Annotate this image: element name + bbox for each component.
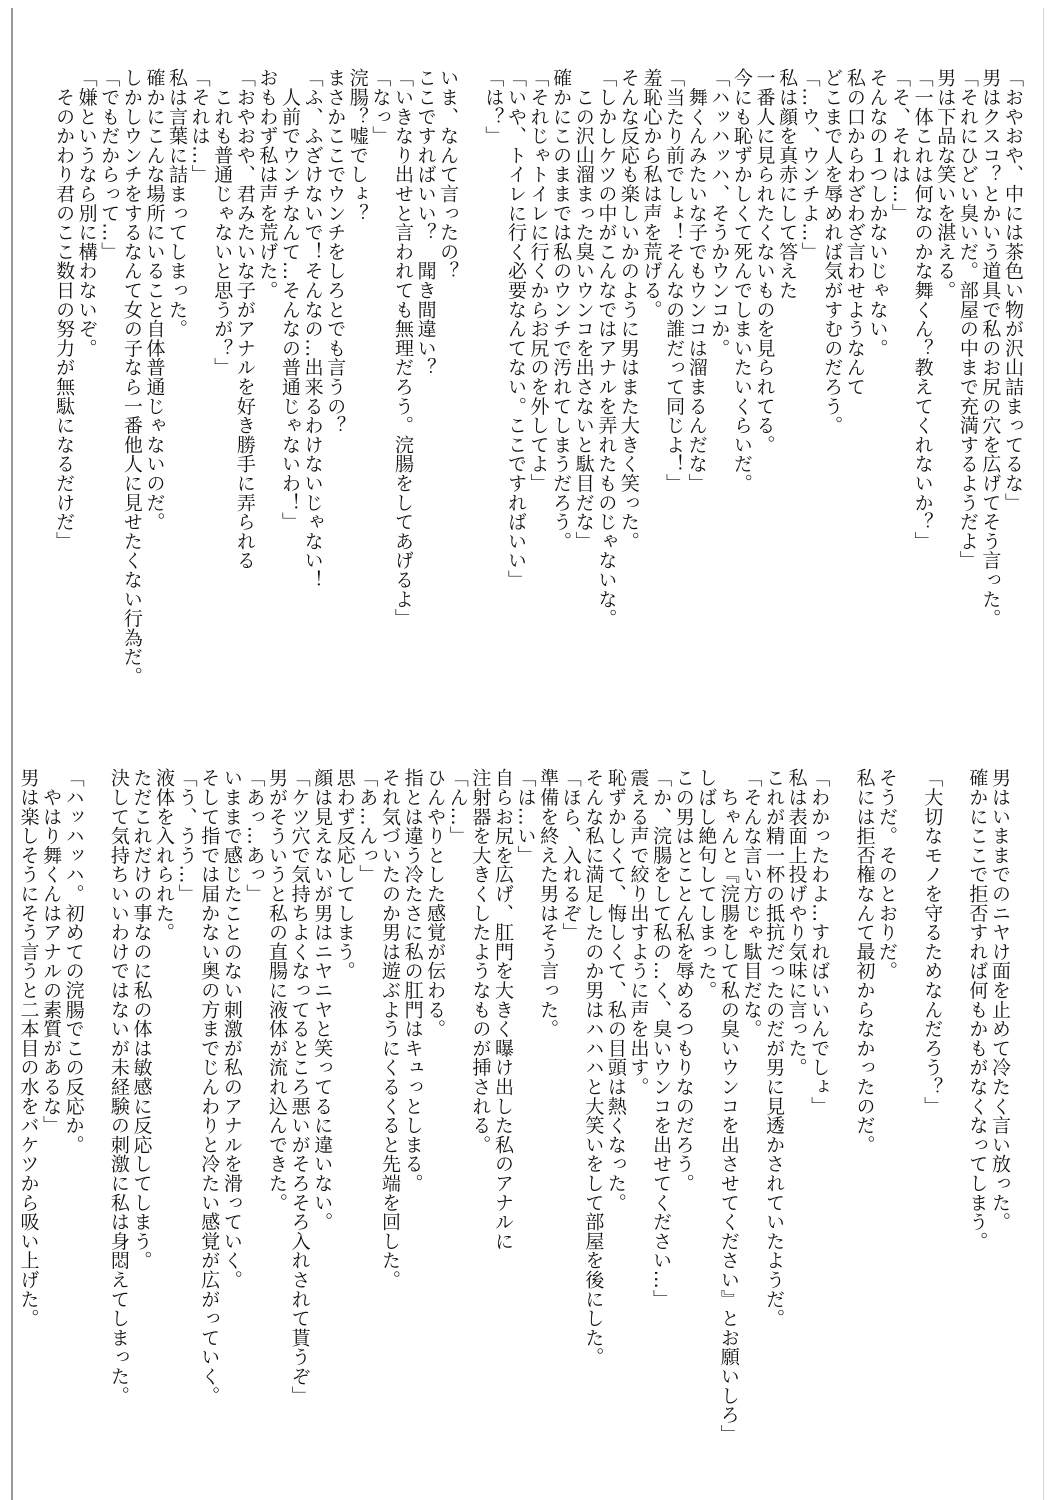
text-column: 「は？」: [482, 68, 505, 146]
text-column: この沢山溜まった臭いウンコを出さないと駄目だな」: [572, 68, 595, 551]
text-column: 「一体これは何なのかな舞くん？教えてくれないか？」: [911, 68, 934, 551]
text-column: [943, 768, 966, 1444]
text-column: いま、なんて言ったの？: [437, 68, 460, 281]
text-column: 「それにひどい臭いだ。部屋の中まで充満するようだよ」: [956, 68, 979, 570]
text-column: しかしウンチをするなんて女の子なら一番他人に見せたくない行為だ。: [120, 68, 143, 686]
text-column: 指とは違う冷たさに私の肛門はキュっとしまる。: [401, 768, 424, 1193]
text-column: 男は下品な笑いを湛える。: [934, 68, 957, 300]
text-column: 「いきなり出せと言われても無理だろう。浣腸をしてあげるよ」: [391, 68, 414, 628]
text-column: やはり舞くんはアナルの素質があるな」: [40, 768, 63, 1135]
text-column: それ気づいたのか男は遊ぶようにくるくると先端を回した。: [378, 768, 401, 1290]
text-column: 「ケツ穴で気持ちよくなってるところ悪いがそろそろ入れされて貰うぞ」: [288, 768, 311, 1405]
text-column: 「しかしケツの中がこんなではアナルを弄れたものじゃないな。: [595, 68, 618, 628]
text-column: そのかわり君のここ数日の努力が無駄になるだけだ」: [53, 68, 76, 551]
text-column: 男は楽しそうにそう言うと二本目の水をバケツから吸い上げた。: [17, 768, 40, 1328]
text-column: そうだ。そのとおりだ。: [876, 768, 899, 981]
text-column: [85, 768, 108, 1444]
text-column: [830, 768, 853, 1444]
text-column: 確かにこのままでは私のウンチで汚れてしまうだろう。: [550, 68, 573, 551]
text-column: 「ふ、ふざけないで！そんなの…出来るわけないじゃない！: [301, 68, 324, 590]
text-column: 「でもだからって…」: [98, 68, 121, 261]
text-column: 私は言葉に詰まってしまった。: [166, 68, 189, 339]
text-column: 私の口からわざわざ言わせようなんて: [843, 68, 866, 397]
text-column: 浣腸？嘘でしょ？: [346, 68, 369, 223]
text-column: 「大切なモノを守るためなんだろう？」: [921, 768, 944, 1116]
text-column: 「おやおや、君みたいな子がアナルを好き勝手に弄られる: [233, 68, 256, 570]
text-column: 「そんな言い方じゃ駄目だな。: [740, 768, 763, 1039]
scan-edge-left: [11, 8, 13, 1500]
text-column: ただこれだけの事なのに私の体は敏感に反応してしまう。: [130, 768, 153, 1270]
text-column: 「わかったわよ…すればいいんでしょ」: [808, 768, 831, 1116]
text-column: 男はいままでのニヤけ面を止めて冷たく言い放った。: [989, 768, 1011, 1232]
text-block-top: [52, 68, 1024, 686]
text-column: 「あ…んっ」: [356, 768, 379, 884]
text-column: どこまで人を辱めれば気がすむのだろう。: [821, 68, 844, 435]
text-column: 準備を終えた男はそう言った。: [537, 768, 560, 1039]
text-column: 「か、浣腸をして私の…く、臭いウンコを出せてください…」: [650, 768, 673, 1309]
text-column: 私は表面上投げやり気味に言った。: [785, 768, 808, 1077]
text-column: この男はとことん私を辱めるつもりなのだろう。: [672, 768, 695, 1193]
text-column: 「ハッハッハ。初めての浣腸でこの反応か。: [62, 768, 85, 1154]
text-column: ちゃんと『浣腸をして私の臭いウンコを出させてください』とお願いしろ」: [717, 768, 740, 1444]
text-column: これが精一杯の抵抗だったのだが男に見透かされていたようだ。: [763, 768, 786, 1328]
text-column: おもわず私は声を荒げた。: [256, 68, 279, 300]
text-column: [459, 68, 482, 686]
text-column: 羞恥心から私は声を荒げる。: [640, 68, 663, 319]
text-block-bottom: [17, 768, 1011, 1444]
text-column: そんな私に満足したのか男はハハハと大笑いをして部屋を後にした。: [582, 768, 605, 1367]
text-column: [898, 768, 921, 1444]
text-column: 私は顔を真赤にして答えた: [776, 68, 799, 300]
text-column: まさかここでウンチをしろとでも言うの？: [324, 68, 347, 435]
text-column: 男がそういうと私の直腸に液体が流れ込んできた。: [266, 768, 288, 1212]
text-column: 「それは…」: [188, 68, 211, 184]
text-column: 「は…い」: [514, 768, 537, 865]
text-column: ここですればいい？ 聞き間違い？: [414, 68, 437, 377]
text-column: 確かにこんな場所にいること自体普通じゃないのだ。: [143, 68, 166, 532]
text-column: 「あっ…あっ」: [243, 768, 266, 904]
text-column: 「おやおや、中には茶色い物が沢山詰まってるな」: [1002, 68, 1024, 512]
text-column: 「ハッハッハ、そうかウンコか。: [708, 68, 731, 358]
text-column: 男はクスコ？とかいう道具で私のお尻の穴を広げてそう言った。: [979, 68, 1002, 628]
text-column: 震える声で絞り出すように声を出す。: [627, 768, 650, 1097]
text-column: 「そ、それは…」: [889, 68, 912, 223]
text-column: 人前でウンチなんて…そんなの普通じゃないわ！」: [279, 68, 301, 532]
text-column: しばし絶句してしまった。: [695, 768, 718, 1000]
text-column: そんな反応も楽しいかのように男はまた大きく笑った。: [617, 68, 640, 551]
text-column: 「嫌というなら別に構わないぞ。: [75, 68, 98, 358]
text-column: そして指では届かない奥の方までじんわりと冷たい感覚が広がっていく。: [198, 768, 221, 1405]
text-column: ひんやりとした感覚が伝わる。: [424, 768, 447, 1039]
text-column: 確かにここで拒否すれば何もかもがなくなってしまう。: [966, 768, 989, 1251]
text-column: そんなの１つしかないじゃない。: [866, 68, 889, 358]
text-column: いままで感じたことのない刺激が私のアナルを滑っていく。: [220, 768, 243, 1290]
text-column: 注射器を大きくしたようなものが挿される。: [469, 768, 492, 1154]
text-column: 「…ウ、ウンチよ…」: [798, 68, 821, 261]
text-column: 思わず反応してしまう。: [333, 768, 356, 981]
text-column: 「当たり前でしょ！そんなの誰だって同じよ！」: [663, 68, 686, 493]
scan-edge-right: [1043, 8, 1044, 1500]
text-column: 一番人に見られたくないものを見られてる。: [753, 68, 776, 454]
text-column: 舞くんみたいな子でもウンコは溜まるんだな」: [685, 68, 708, 493]
text-column: 私には拒否権なんて最初からなかったのだ。: [853, 768, 876, 1154]
text-column: 「ん…」: [446, 768, 469, 846]
text-column: 液体を入れられた。: [153, 768, 176, 942]
text-column: 恥ずかしくて、悔しくて、私の目頭は熱くなった。: [604, 768, 627, 1212]
text-column: 今にも恥ずかしくて死んでしまいたいくらいだ。: [730, 68, 753, 493]
text-column: 「それじゃトイレに行くからお尻のを外してよ」: [527, 68, 550, 493]
text-column: 決して気持ちいいわけではないが未経験の刺激に私は身悶えてしまった。: [107, 768, 130, 1405]
text-column: これも普通じゃないと思うが？」: [211, 68, 234, 377]
text-column: 「なっ」: [369, 68, 392, 146]
text-column: 「いや、トイレに行く必要なんてない。ここですればいい」: [504, 68, 527, 590]
text-column: 「ほら、入れるぞ」: [559, 768, 582, 942]
text-column: 「う、うう…」: [175, 768, 198, 904]
text-column: 顔は見えないが男はニヤニヤと笑ってるに違いない。: [311, 768, 334, 1232]
text-column: 自らお尻を広げ、肛門を大きく曝け出した私のアナルに: [491, 768, 514, 1251]
